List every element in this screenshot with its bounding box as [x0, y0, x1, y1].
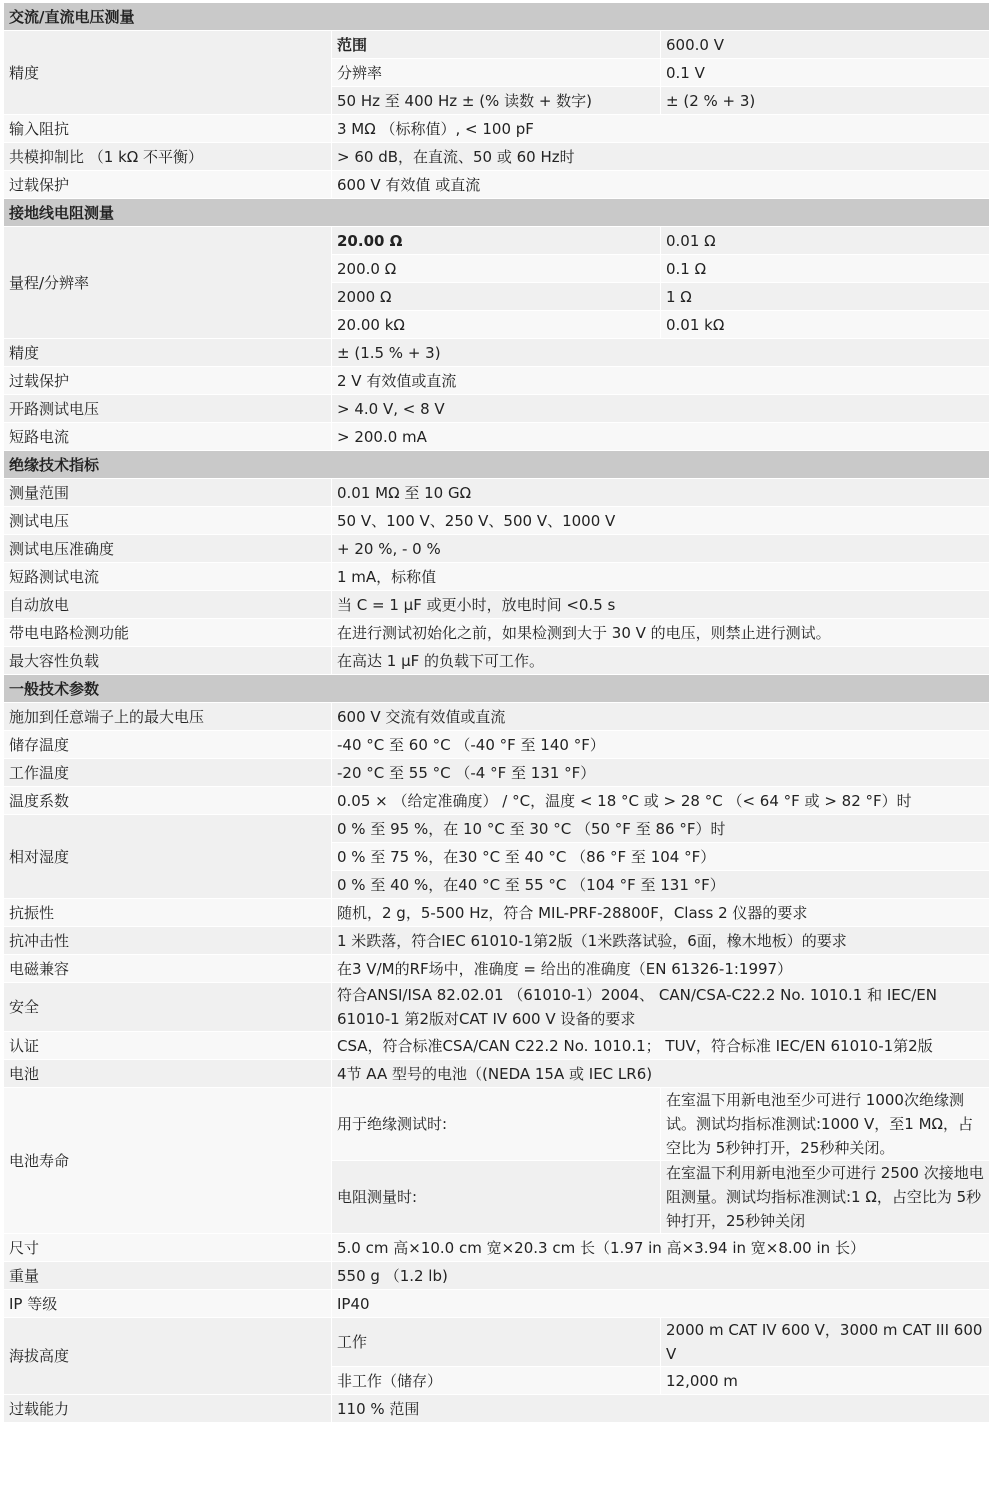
table-row: [4, 339, 990, 367]
table-row: [4, 1395, 990, 1423]
section-header: [4, 3, 990, 31]
row-label: 输入阻抗: [4, 115, 332, 143]
row-label: 测量范围: [4, 479, 332, 507]
table-row: [4, 395, 990, 423]
row-label: 过载保护: [4, 367, 332, 395]
row-label: 自动放电: [4, 591, 332, 619]
row-label: 海拔高度: [4, 1318, 332, 1395]
row-value: 当 C = 1 µF 或更小时，放电时间 <0.5 s: [332, 591, 990, 619]
table-row: [4, 1234, 990, 1262]
row-value: 110 % 范围: [332, 1395, 990, 1423]
row-label: 认证: [4, 1032, 332, 1060]
row-label: 抗冲击性: [4, 927, 332, 955]
sub-value: 600.0 V: [661, 31, 990, 59]
table-row: [4, 227, 990, 255]
sub-value: 在室温下用新电池至少可进行 1000次绝缘测试。测试均指标准测试:1000 V，至1 MΩ，占空比为 5秒钟打开，25秒种关闭。: [661, 1088, 990, 1161]
row-label: 最大容性负载: [4, 647, 332, 675]
row-label: 测试电压准确度: [4, 535, 332, 563]
sub-label: 分辨率: [332, 59, 661, 87]
row-value: 0 % 至 95 %，在 10 °C 至 30 °C （50 °F 至 86 °F）时: [332, 815, 990, 843]
row-value: 在进行测试初始化之前，如果检测到大于 30 V 的电压，则禁止进行测试。: [332, 619, 990, 647]
sub-label: 200.0 Ω: [332, 255, 661, 283]
spec-table-body: [4, 3, 990, 1423]
table-row: [4, 647, 990, 675]
table-row: [4, 927, 990, 955]
row-label: 重量: [4, 1262, 332, 1290]
row-value: 1 mA，标称值: [332, 563, 990, 591]
row-value: -20 °C 至 55 °C （-4 °F 至 131 °F）: [332, 759, 990, 787]
row-label: 短路电流: [4, 423, 332, 451]
table-row: [4, 367, 990, 395]
row-value: 0.01 MΩ 至 10 GΩ: [332, 479, 990, 507]
table-row: [4, 507, 990, 535]
section-title: 交流/直流电压测量: [4, 3, 990, 31]
table-row: [4, 479, 990, 507]
sub-value: 0.01 kΩ: [661, 311, 990, 339]
row-label: 相对湿度: [4, 815, 332, 899]
row-value: 随机，2 g，5-500 Hz，符合 MIL-PRF-28800F，Class 2 仪器的要求: [332, 899, 990, 927]
row-value: > 4.0 V, < 8 V: [332, 395, 990, 423]
row-label: 安全: [4, 983, 332, 1032]
row-label: IP 等级: [4, 1290, 332, 1318]
row-label: 储存温度: [4, 731, 332, 759]
table-row: [4, 703, 990, 731]
sub-label: 2000 Ω: [332, 283, 661, 311]
section-title: 一般技术参数: [4, 675, 990, 703]
table-row: [4, 1032, 990, 1060]
row-value: 550 g （1.2 lb): [332, 1262, 990, 1290]
row-label: 开路测试电压: [4, 395, 332, 423]
table-row: [4, 423, 990, 451]
sub-label: 20.00 kΩ: [332, 311, 661, 339]
table-row: [4, 787, 990, 815]
spec-table: [3, 2, 990, 1423]
sub-label: 50 Hz 至 400 Hz ± (% 读数 + 数字): [332, 87, 661, 115]
table-row: [4, 563, 990, 591]
table-row: [4, 143, 990, 171]
row-value: 0 % 至 40 %，在40 °C 至 55 °C （104 °F 至 131 °F）: [332, 871, 990, 899]
row-label: 精度: [4, 31, 332, 115]
row-value: 在3 V/M的RF场中，准确度 = 给出的准确度（EN 61326-1:1997）: [332, 955, 990, 983]
row-label: 精度: [4, 339, 332, 367]
section-header: [4, 199, 990, 227]
row-value: -40 °C 至 60 °C （-40 °F 至 140 °F）: [332, 731, 990, 759]
table-row: [4, 171, 990, 199]
row-label: 温度系数: [4, 787, 332, 815]
sub-value: 0.1 Ω: [661, 255, 990, 283]
row-value: 0 % 至 75 %，在30 °C 至 40 °C （86 °F 至 104 °F）: [332, 843, 990, 871]
sub-value: 在室温下利用新电池至少可进行 2500 次接地电阻测量。测试均指标准测试:1 Ω，占空比为 5秒钟打开，25秒钟关闭: [661, 1161, 990, 1234]
row-value: 4节 AA 型号的电池（(NEDA 15A 或 IEC LR6): [332, 1060, 990, 1088]
section-title: 绝缘技术指标: [4, 451, 990, 479]
sub-value: 0.1 V: [661, 59, 990, 87]
row-label: 过载能力: [4, 1395, 332, 1423]
sub-value: 12,000 m: [661, 1367, 990, 1395]
table-row: [4, 1290, 990, 1318]
row-value: 2 V 有效值或直流: [332, 367, 990, 395]
row-label: 抗振性: [4, 899, 332, 927]
sub-value: 1 Ω: [661, 283, 990, 311]
sub-label: 范围: [332, 31, 661, 59]
table-row: [4, 619, 990, 647]
row-label: 短路测试电流: [4, 563, 332, 591]
row-value: > 200.0 mA: [332, 423, 990, 451]
table-row: [4, 731, 990, 759]
section-title: 接地线电阻测量: [4, 199, 990, 227]
sub-value: ± (2 % + 3): [661, 87, 990, 115]
table-row: [4, 955, 990, 983]
row-value: IP40: [332, 1290, 990, 1318]
row-value: 600 V 交流有效值或直流: [332, 703, 990, 731]
table-row: [4, 1088, 990, 1161]
row-value: 符合ANSI/ISA 82.02.01 （61010-1）2004、 CAN/CSA-C22.2 No. 1010.1 和 IEC/EN 61010-1 第2版对CAT IV 600 V 设备的要求: [332, 983, 990, 1032]
table-row: [4, 815, 990, 843]
sub-label: 20.00 Ω: [332, 227, 661, 255]
row-label: 过载保护: [4, 171, 332, 199]
row-value: 3 MΩ （标称值）, < 100 pF: [332, 115, 990, 143]
row-label: 电磁兼容: [4, 955, 332, 983]
row-value: 50 V、100 V、250 V、500 V、1000 V: [332, 507, 990, 535]
table-row: [4, 1262, 990, 1290]
table-row: [4, 591, 990, 619]
table-row: [4, 1318, 990, 1367]
row-value: ± (1.5 % + 3): [332, 339, 990, 367]
row-label: 尺寸: [4, 1234, 332, 1262]
row-value: 5.0 cm 高×10.0 cm 宽×20.3 cm 长（1.97 in 高×3.94 in 宽×8.00 in 长）: [332, 1234, 990, 1262]
sub-label: 非工作（储存）: [332, 1367, 661, 1395]
section-header: [4, 675, 990, 703]
table-row: [4, 759, 990, 787]
row-value: CSA，符合标准CSA/CAN C22.2 No. 1010.1； TUV，符合标准 IEC/EN 61010-1第2版: [332, 1032, 990, 1060]
row-label: 共模抑制比 （1 kΩ 不平衡）: [4, 143, 332, 171]
sub-label: 用于绝缘测试时:: [332, 1088, 661, 1161]
row-label: 带电电路检测功能: [4, 619, 332, 647]
row-label: 测试电压: [4, 507, 332, 535]
row-label: 电池寿命: [4, 1088, 332, 1234]
row-value: 600 V 有效值 或直流: [332, 171, 990, 199]
row-label: 施加到任意端子上的最大电压: [4, 703, 332, 731]
table-row: [4, 115, 990, 143]
sub-value: 2000 m CAT IV 600 V，3000 m CAT III 600 V: [661, 1318, 990, 1367]
row-value: 在高达 1 µF 的负载下可工作。: [332, 647, 990, 675]
sub-value: 0.01 Ω: [661, 227, 990, 255]
table-row: [4, 535, 990, 563]
sub-label: 工作: [332, 1318, 661, 1367]
row-label: 量程/分辨率: [4, 227, 332, 339]
sub-label: 电阻测量时:: [332, 1161, 661, 1234]
row-label: 电池: [4, 1060, 332, 1088]
table-row: [4, 983, 990, 1032]
row-value: + 20 %, - 0 %: [332, 535, 990, 563]
row-value: 0.05 × （给定准确度） / °C，温度 < 18 °C 或 > 28 °C （< 64 °F 或 > 82 °F）时: [332, 787, 990, 815]
row-value: > 60 dB，在直流、50 或 60 Hz时: [332, 143, 990, 171]
section-header: [4, 451, 990, 479]
table-row: [4, 1060, 990, 1088]
row-value: 1 米跌落，符合IEC 61010-1第2版（1米跌落试验，6面，橡木地板）的要求: [332, 927, 990, 955]
row-label: 工作温度: [4, 759, 332, 787]
table-row: [4, 31, 990, 59]
table-row: [4, 899, 990, 927]
